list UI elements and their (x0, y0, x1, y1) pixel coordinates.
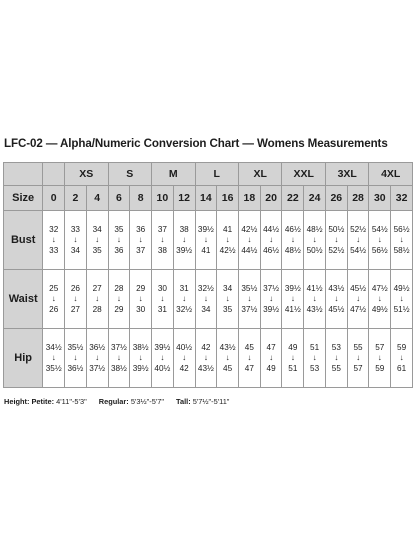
down-arrow-icon: ↓ (356, 294, 361, 303)
down-arrow-icon: ↓ (356, 235, 361, 244)
down-arrow-icon: ↓ (95, 294, 100, 303)
range-max: 38 (157, 246, 167, 255)
alpha-size-l: L (195, 163, 238, 186)
range-max: 50½ (306, 246, 323, 255)
measurement-cell (260, 270, 282, 329)
range-min: 34 (92, 225, 102, 234)
range-min: 50½ (328, 225, 345, 234)
down-arrow-icon: ↓ (334, 353, 339, 362)
down-arrow-icon: ↓ (290, 235, 295, 244)
height-footer (4, 397, 239, 406)
range-max: 52½ (328, 246, 345, 255)
down-arrow-icon: ↓ (138, 353, 143, 362)
measurement-cell (130, 329, 152, 388)
down-arrow-icon: ↓ (73, 353, 78, 362)
alpha-size-xl: XL (238, 163, 281, 186)
down-arrow-icon: ↓ (247, 294, 252, 303)
range-max: 53 (310, 364, 320, 373)
numeric-size: 32 (391, 186, 413, 211)
down-arrow-icon: ↓ (290, 294, 295, 303)
range-min: 54½ (371, 225, 388, 234)
measurement-cell (325, 329, 347, 388)
range-min: 56½ (393, 225, 410, 234)
down-arrow-icon: ↓ (225, 353, 230, 362)
range-min: 37½ (110, 343, 127, 352)
down-arrow-icon: ↓ (203, 235, 208, 244)
down-arrow-icon: ↓ (182, 294, 187, 303)
range-max: 45 (223, 364, 233, 373)
range-min: 39½ (197, 225, 214, 234)
down-arrow-icon: ↓ (203, 294, 208, 303)
down-arrow-icon: ↓ (225, 235, 230, 244)
measurement-cell (43, 211, 65, 270)
down-arrow-icon: ↓ (116, 294, 121, 303)
range-max: 40½ (154, 364, 171, 373)
measurement-cell (369, 329, 391, 388)
range-max: 33 (49, 246, 59, 255)
down-arrow-icon: ↓ (116, 235, 121, 244)
measurement-cell (217, 211, 239, 270)
range-max: 59 (375, 364, 385, 373)
numeric-size: 16 (217, 186, 239, 211)
down-arrow-icon: ↓ (312, 235, 317, 244)
range-max: 42 (179, 364, 189, 373)
range-min: 38 (179, 225, 189, 234)
range-min: 55 (353, 343, 363, 352)
measurement-cell (43, 270, 65, 329)
alpha-size-header-row (4, 163, 413, 186)
down-arrow-icon: ↓ (269, 294, 274, 303)
range-max: 41 (201, 246, 211, 255)
range-max: 57 (353, 364, 363, 373)
range-min: 39½ (154, 343, 171, 352)
numeric-size: 10 (152, 186, 174, 211)
range-max: 51 (288, 364, 298, 373)
down-arrow-icon: ↓ (247, 235, 252, 244)
measurement-cell (86, 329, 108, 388)
range-max: 45½ (328, 305, 345, 314)
measurement-cell (217, 270, 239, 329)
range-max: 32½ (176, 305, 193, 314)
range-min: 43½ (328, 284, 345, 293)
measurement-cell (238, 270, 260, 329)
down-arrow-icon: ↓ (138, 294, 143, 303)
measurement-label: Waist (4, 270, 43, 329)
range-max: 37 (136, 246, 146, 255)
range-min: 41 (223, 225, 233, 234)
tall-value: 5'7½"-5'11" (192, 397, 230, 406)
range-max: 35 (223, 305, 233, 314)
alpha-size-m: M (152, 163, 195, 186)
range-max: 56½ (371, 246, 388, 255)
measurement-cell (217, 329, 239, 388)
range-min: 41½ (306, 284, 323, 293)
range-min: 43½ (219, 343, 236, 352)
range-min: 32½ (197, 284, 214, 293)
range-max: 39½ (132, 364, 149, 373)
measurement-cell (282, 270, 304, 329)
down-arrow-icon: ↓ (334, 294, 339, 303)
range-min: 59 (397, 343, 407, 352)
measurement-cell (347, 329, 369, 388)
measurement-cell (173, 329, 195, 388)
numeric-size: 2 (65, 186, 87, 211)
range-max: 27 (70, 305, 80, 314)
regular-label: Regular: (98, 397, 129, 406)
measurement-cell (152, 270, 174, 329)
range-min: 47½ (371, 284, 388, 293)
numeric-size: 28 (347, 186, 369, 211)
down-arrow-icon: ↓ (269, 235, 274, 244)
range-max: 51½ (393, 305, 410, 314)
range-max: 34 (70, 246, 80, 255)
range-min: 45½ (350, 284, 367, 293)
numeric-size: 24 (304, 186, 326, 211)
alpha-size-4xl: 4XL (369, 163, 413, 186)
numeric-size: 26 (325, 186, 347, 211)
range-max: 30 (136, 305, 146, 314)
range-min: 27 (92, 284, 102, 293)
alpha-header-blank (43, 163, 65, 186)
numeric-size: 12 (173, 186, 195, 211)
measurement-cell (43, 329, 65, 388)
measurement-cell (391, 211, 413, 270)
measurement-cell (108, 329, 130, 388)
measurement-row-hip (4, 329, 413, 388)
range-max: 37½ (89, 364, 106, 373)
down-arrow-icon: ↓ (51, 294, 56, 303)
range-max: 39½ (263, 305, 280, 314)
range-min: 32 (49, 225, 59, 234)
range-min: 37 (157, 225, 167, 234)
range-max: 49 (266, 364, 276, 373)
numeric-size: 30 (369, 186, 391, 211)
measurement-cell (238, 211, 260, 270)
range-max: 34 (201, 305, 211, 314)
range-max: 47½ (350, 305, 367, 314)
range-min: 33 (70, 225, 80, 234)
range-min: 49½ (393, 284, 410, 293)
measurement-row-bust (4, 211, 413, 270)
range-min: 36½ (89, 343, 106, 352)
down-arrow-icon: ↓ (312, 294, 317, 303)
measurement-cell (108, 270, 130, 329)
range-min: 35½ (67, 343, 84, 352)
measurement-cell (391, 270, 413, 329)
range-min: 49 (288, 343, 298, 352)
range-max: 61 (397, 364, 407, 373)
down-arrow-icon: ↓ (73, 294, 78, 303)
range-min: 36 (136, 225, 146, 234)
down-arrow-icon: ↓ (312, 353, 317, 362)
range-max: 47 (244, 364, 254, 373)
range-min: 31 (179, 284, 189, 293)
range-max: 43½ (197, 364, 214, 373)
range-min: 29 (136, 284, 146, 293)
alpha-size-xs: XS (65, 163, 108, 186)
down-arrow-icon: ↓ (182, 235, 187, 244)
down-arrow-icon: ↓ (116, 353, 121, 362)
numeric-size: 6 (108, 186, 130, 211)
down-arrow-icon: ↓ (138, 235, 143, 244)
down-arrow-icon: ↓ (160, 235, 165, 244)
numeric-size: 0 (43, 186, 65, 211)
range-max: 37½ (241, 305, 258, 314)
range-max: 38½ (110, 364, 127, 373)
range-min: 39½ (284, 284, 301, 293)
numeric-size-row (4, 186, 413, 211)
down-arrow-icon: ↓ (399, 353, 404, 362)
chart-title: LFC-02 — Alpha/Numeric Conversion Chart — Womens Measurements (4, 137, 388, 150)
measurement-cell (238, 329, 260, 388)
range-max: 43½ (306, 305, 323, 314)
measurement-cell (282, 329, 304, 388)
range-min: 38½ (132, 343, 149, 352)
measurement-cell (130, 270, 152, 329)
range-min: 28 (114, 284, 124, 293)
measurement-cell (391, 329, 413, 388)
measurement-cell (304, 211, 326, 270)
measurement-cell (304, 270, 326, 329)
measurement-cell (325, 211, 347, 270)
range-max: 36½ (67, 364, 84, 373)
down-arrow-icon: ↓ (377, 235, 382, 244)
measurement-row-waist (4, 270, 413, 329)
range-min: 35 (114, 225, 124, 234)
measurement-cell (369, 270, 391, 329)
down-arrow-icon: ↓ (269, 353, 274, 362)
range-max: 31 (157, 305, 167, 314)
down-arrow-icon: ↓ (399, 235, 404, 244)
down-arrow-icon: ↓ (182, 353, 187, 362)
size-row-label: Size (4, 186, 43, 211)
measurement-label: Hip (4, 329, 43, 388)
down-arrow-icon: ↓ (160, 294, 165, 303)
range-max: 58½ (393, 246, 410, 255)
measurement-cell (369, 211, 391, 270)
range-min: 52½ (350, 225, 367, 234)
numeric-size: 4 (86, 186, 108, 211)
down-arrow-icon: ↓ (377, 294, 382, 303)
range-max: 46½ (263, 246, 280, 255)
range-max: 48½ (284, 246, 301, 255)
measurement-cell (260, 211, 282, 270)
measurement-cell (347, 211, 369, 270)
range-max: 44½ (241, 246, 258, 255)
down-arrow-icon: ↓ (399, 294, 404, 303)
conversion-table (3, 162, 413, 388)
down-arrow-icon: ↓ (377, 353, 382, 362)
measurement-cell (86, 270, 108, 329)
range-max: 54½ (350, 246, 367, 255)
down-arrow-icon: ↓ (334, 235, 339, 244)
range-min: 42 (201, 343, 211, 352)
alpha-size-s: S (108, 163, 151, 186)
range-min: 47 (266, 343, 276, 352)
range-min: 40½ (176, 343, 193, 352)
range-max: 35 (92, 246, 102, 255)
measurement-label: Bust (4, 211, 43, 270)
down-arrow-icon: ↓ (73, 235, 78, 244)
range-max: 29 (114, 305, 124, 314)
measurement-cell (260, 329, 282, 388)
measurement-cell (195, 211, 217, 270)
down-arrow-icon: ↓ (356, 353, 361, 362)
down-arrow-icon: ↓ (290, 353, 295, 362)
numeric-size: 22 (282, 186, 304, 211)
numeric-size: 20 (260, 186, 282, 211)
measurement-cell (304, 329, 326, 388)
petite-label: Height: Petite: (4, 397, 55, 406)
down-arrow-icon: ↓ (51, 353, 56, 362)
measurement-cell (108, 211, 130, 270)
measurement-cell (173, 211, 195, 270)
range-max: 28 (92, 305, 102, 314)
measurement-cell (195, 329, 217, 388)
numeric-size: 8 (130, 186, 152, 211)
down-arrow-icon: ↓ (95, 353, 100, 362)
numeric-size: 14 (195, 186, 217, 211)
range-min: 51 (310, 343, 320, 352)
range-max: 49½ (371, 305, 388, 314)
measurement-cell (325, 270, 347, 329)
range-min: 30 (157, 284, 167, 293)
range-max: 26 (49, 305, 59, 314)
range-min: 35½ (241, 284, 258, 293)
numeric-size: 18 (238, 186, 260, 211)
tall-label: Tall: (176, 397, 191, 406)
range-max: 36 (114, 246, 124, 255)
range-min: 45 (244, 343, 254, 352)
measurement-cell (130, 211, 152, 270)
regular-value: 5'3½"-5'7" (130, 397, 164, 406)
petite-value: 4'11"-5'3" (56, 397, 87, 406)
header-corner-cell (4, 163, 43, 186)
down-arrow-icon: ↓ (203, 353, 208, 362)
range-min: 37½ (263, 284, 280, 293)
down-arrow-icon: ↓ (95, 235, 100, 244)
measurement-cell (86, 211, 108, 270)
down-arrow-icon: ↓ (160, 353, 165, 362)
range-min: 46½ (284, 225, 301, 234)
range-min: 53 (331, 343, 341, 352)
alpha-size-3xl: 3XL (325, 163, 368, 186)
range-min: 42½ (241, 225, 258, 234)
range-max: 39½ (176, 246, 193, 255)
measurement-cell (152, 211, 174, 270)
down-arrow-icon: ↓ (51, 235, 56, 244)
range-min: 25 (49, 284, 59, 293)
range-max: 42½ (219, 246, 236, 255)
down-arrow-icon: ↓ (225, 294, 230, 303)
measurement-rows (4, 211, 413, 388)
range-min: 57 (375, 343, 385, 352)
alpha-size-xxl: XXL (282, 163, 325, 186)
range-min: 34½ (45, 343, 62, 352)
range-min: 48½ (306, 225, 323, 234)
measurement-cell (282, 211, 304, 270)
range-max: 41½ (284, 305, 301, 314)
measurement-cell (173, 270, 195, 329)
down-arrow-icon: ↓ (247, 353, 252, 362)
measurement-cell (65, 211, 87, 270)
range-max: 55 (331, 364, 341, 373)
measurement-cell (65, 329, 87, 388)
range-min: 26 (70, 284, 80, 293)
measurement-cell (65, 270, 87, 329)
range-max: 35½ (45, 364, 62, 373)
measurement-cell (347, 270, 369, 329)
measurement-cell (195, 270, 217, 329)
range-min: 34 (223, 284, 233, 293)
range-min: 44½ (263, 225, 280, 234)
measurement-cell (152, 329, 174, 388)
